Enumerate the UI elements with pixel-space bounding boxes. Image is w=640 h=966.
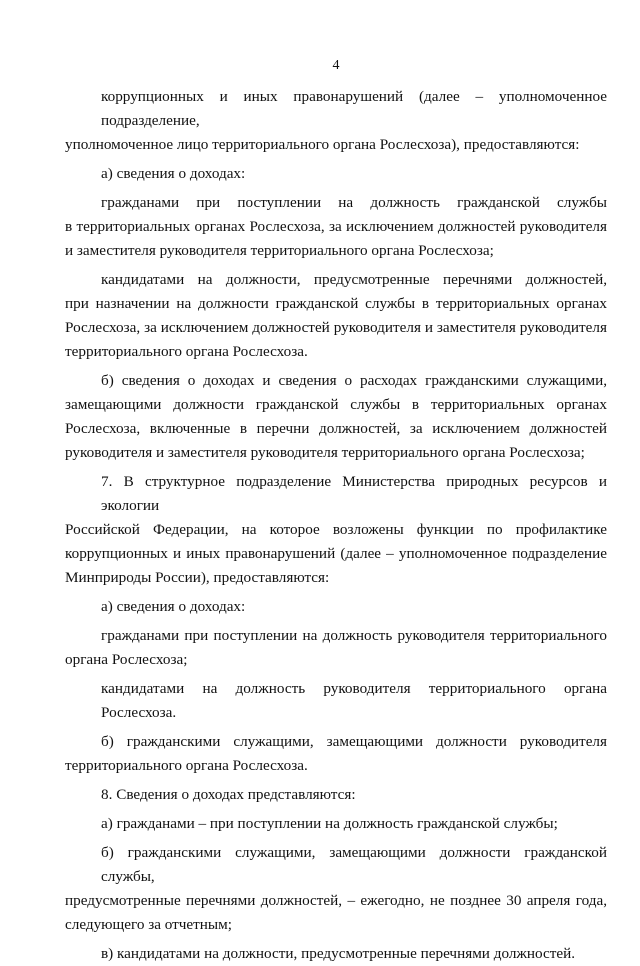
text-line: Рослесхоза, включенные в перечни должностей, за исключением должностей xyxy=(65,420,607,437)
text-line: Российской Федерации, на которое возложены функции по профилактике xyxy=(65,521,607,538)
text-line: кандидатами на должность руководителя территориального органа Рослесхоза. xyxy=(101,680,607,721)
text-line: а) гражданами – при поступлении на должность гражданской службы; xyxy=(101,815,558,832)
text-line: коррупционных и иных правонарушений (далее – уполномоченное подразделение xyxy=(65,545,607,562)
paragraph xyxy=(65,162,607,186)
paragraph xyxy=(65,369,607,465)
text-line: и заместителя руководителя территориального органа Рослесхоза; xyxy=(65,242,494,259)
text-line: гражданами при поступлении на должность гражданской службы xyxy=(101,194,607,211)
text-line: гражданами при поступлении на должность руководителя территориального xyxy=(101,627,607,644)
text-line: органа Рослесхоза; xyxy=(65,651,188,668)
text-line: при назначении на должности гражданской службы в территориальных органах xyxy=(65,295,607,312)
text-line: уполномоченное лицо территориального органа Рослесхоза), предоставляются: xyxy=(65,136,580,153)
text-line: 8. Сведения о доходах представляются: xyxy=(101,786,356,803)
text-line: замещающими должности гражданской службы в территориальных органах xyxy=(65,396,607,413)
text-line: 7. В структурное подразделение Министерства природных ресурсов и экологии xyxy=(101,473,607,514)
text-line: б) гражданскими служащими, замещающими должности руководителя xyxy=(101,733,607,750)
paragraph xyxy=(65,624,607,672)
paragraph xyxy=(65,812,607,836)
paragraph xyxy=(65,595,607,619)
paragraph xyxy=(65,677,607,725)
text-line: Рослесхоза, за исключением должностей руководителя и заместителя руководителя xyxy=(65,319,607,336)
paragraph xyxy=(65,730,607,778)
paragraph xyxy=(65,942,607,966)
text-line: территориального органа Рослесхоза. xyxy=(65,343,308,360)
paragraph xyxy=(65,783,607,807)
text-line: а) сведения о доходах: xyxy=(101,598,246,615)
text-line: в территориальных органах Рослесхоза, за исключением должностей руководителя xyxy=(65,218,607,235)
text-line: в) кандидатами на должности, предусмотренные перечнями должностей. xyxy=(101,945,576,962)
text-line: кандидатами на должности, предусмотренные перечнями должностей, xyxy=(101,271,607,288)
page-number: 4 xyxy=(332,58,340,73)
paragraph xyxy=(65,191,607,263)
text-line: коррупционных и иных правонарушений (далее – уполномоченное подразделение, xyxy=(101,88,607,129)
paragraph xyxy=(65,470,607,590)
text-line: руководителя и заместителя руководителя территориального органа Рослесхоза; xyxy=(65,444,585,461)
text-line: а) сведения о доходах: xyxy=(101,165,246,182)
paragraph xyxy=(65,85,607,157)
text-line: б) гражданскими служащими, замещающими должности гражданской службы, xyxy=(101,844,607,885)
document-body xyxy=(65,85,607,966)
text-line: следующего за отчетным; xyxy=(65,916,232,933)
text-line: территориального органа Рослесхоза. xyxy=(65,757,308,774)
text-line: Минприроды России), предоставляются: xyxy=(65,569,330,586)
paragraph xyxy=(65,841,607,937)
text-line: предусмотренные перечнями должностей, – ежегодно, не позднее 30 апреля года, xyxy=(65,892,607,909)
paragraph xyxy=(65,268,607,364)
text-line: б) сведения о доходах и сведения о расходах гражданскими служащими, xyxy=(101,372,607,389)
